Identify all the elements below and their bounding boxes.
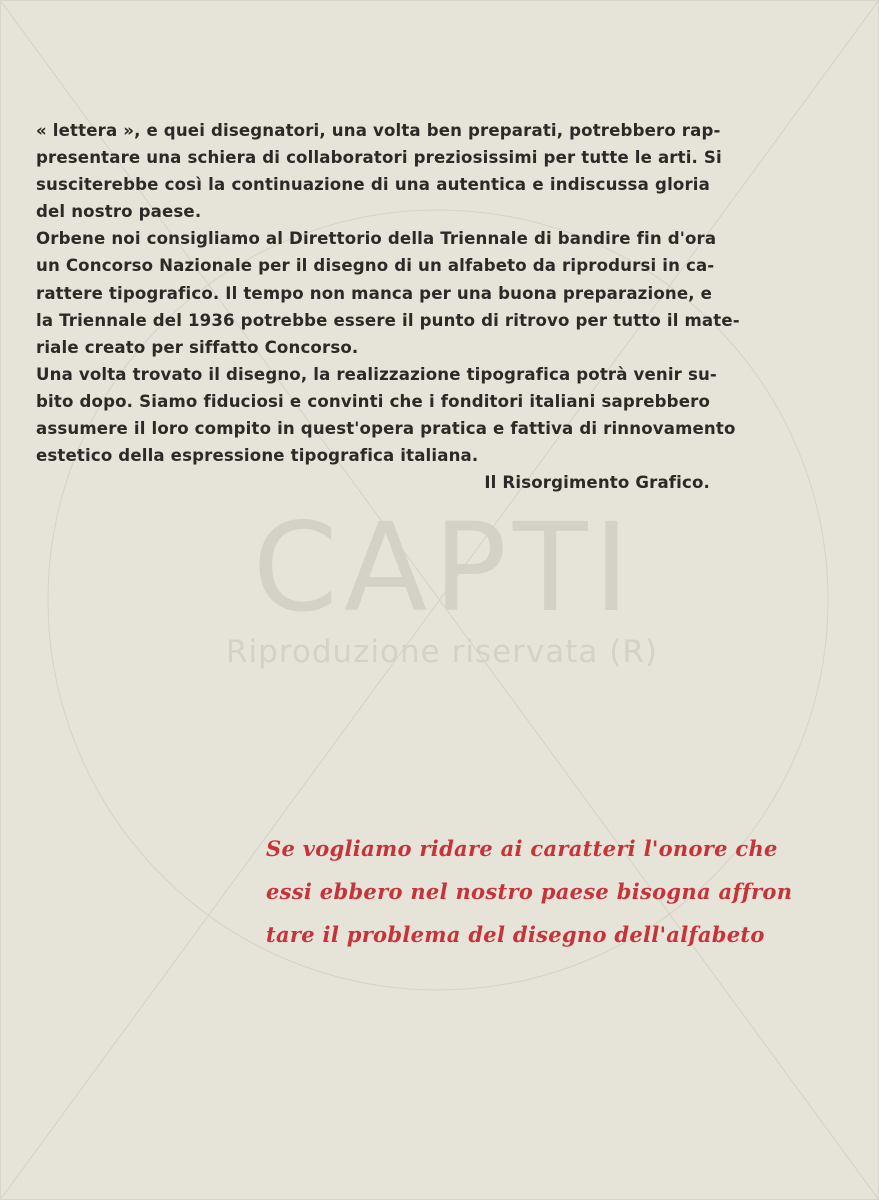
- body-line: un Concorso Nazionale per il disegno di un alfabeto da riprodursi in ca-: [36, 256, 715, 276]
- quote-line: Se vogliamo ridare ai caratteri l'onore che: [266, 836, 778, 861]
- quote-line: essi ebbero nel nostro paese bisogna affron: [266, 879, 793, 904]
- body-line: la Triennale del 1936 potrebbe essere il punto di ritrovo per tutto il mate-: [36, 310, 740, 330]
- body-line: presentare una schiera di collaboratori preziosissimi per tutte le arti. Si: [36, 148, 722, 168]
- signature: Il Risorgimento Grafico.: [484, 473, 710, 493]
- body-line: Orbene noi consigliamo al Direttorio della Triennale di bandire fin d'ora: [36, 229, 717, 249]
- body-line: riale creato per siffatto Concorso.: [36, 337, 359, 357]
- watermark-subtitle: Riproduzione riservata (R): [225, 634, 659, 670]
- body-line: rattere tipografico. Il tempo non manca per una buona preparazione, e: [36, 283, 713, 303]
- body-line: « lettera », e quei disegnatori, una volta ben preparati, potrebbero rap-: [36, 121, 721, 140]
- article-body: [36, 117, 740, 496]
- watermark-title: CAPTI: [252, 497, 636, 639]
- body-line: estetico della espressione tipografica italiana.: [36, 446, 479, 466]
- quote-line: tare il problema del disegno dell'alfabeto: [266, 922, 765, 947]
- red-quote: [266, 827, 793, 956]
- body-line: Una volta trovato il disegno, la realizzazione tipografica potrà venir su-: [36, 364, 717, 384]
- body-line: del nostro paese.: [36, 202, 202, 222]
- body-line: assumere il loro compito in quest'opera pratica e fattiva di rinnovamento: [36, 419, 736, 439]
- body-line: bito dopo. Siamo fiduciosi e convinti che i fonditori italiani saprebbero: [36, 391, 710, 411]
- body-line: susciterebbe così la continuazione di una autentica e indiscussa gloria: [36, 175, 710, 195]
